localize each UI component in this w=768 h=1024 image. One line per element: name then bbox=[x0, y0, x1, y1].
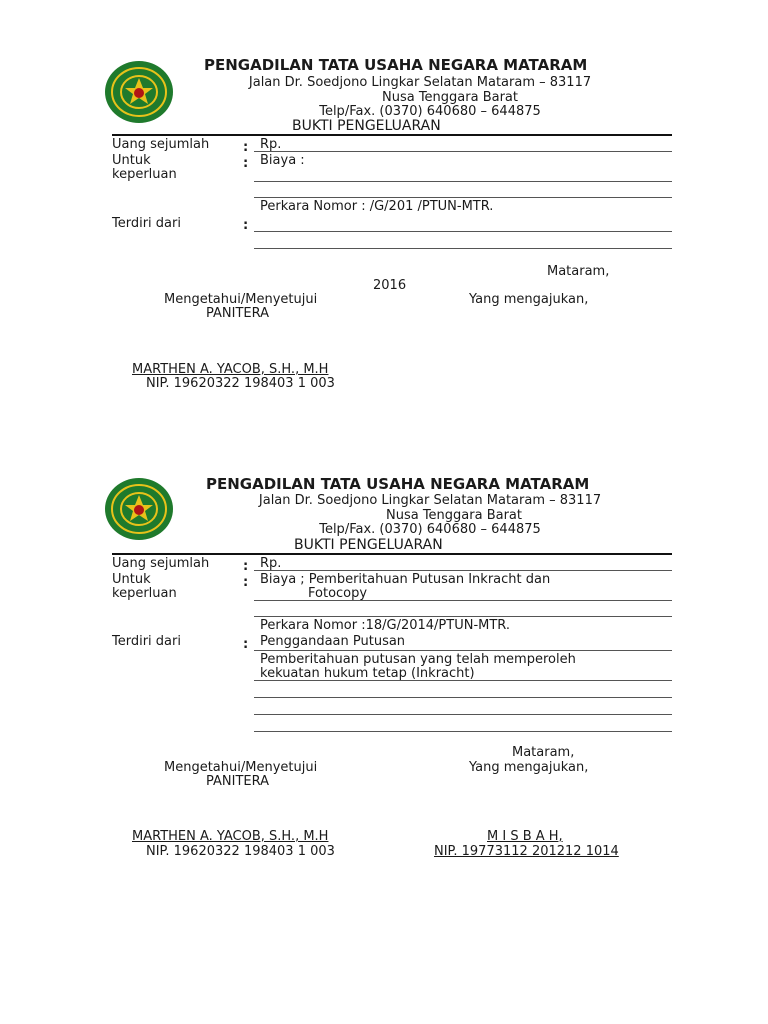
purpose-colon: : bbox=[243, 156, 249, 171]
court-logo bbox=[104, 477, 174, 541]
court-address: Jalan Dr. Soedjono Lingkar Selatan Mataram – 83117 bbox=[258, 493, 602, 508]
expense-line bbox=[254, 731, 672, 732]
court-region: Nusa Tenggara Barat bbox=[385, 508, 522, 523]
amount-value: Rp. bbox=[260, 556, 282, 571]
approver-nip: NIP. 19620322 198403 1 003 bbox=[146, 844, 335, 859]
consists-line-2 bbox=[254, 248, 672, 249]
purpose-label-cont: keperluan bbox=[112, 167, 177, 182]
expense-line bbox=[254, 680, 672, 681]
document-title: BUKTI PENGELUARAN bbox=[294, 537, 443, 553]
purpose-value: Biaya : bbox=[260, 153, 305, 168]
case-number: Perkara Nomor :18/G/2014/PTUN-MTR. bbox=[260, 618, 510, 633]
amount-colon: : bbox=[243, 559, 249, 574]
consists-colon: : bbox=[243, 637, 249, 652]
consists-line bbox=[254, 231, 672, 232]
purpose-value-cont: Fotocopy bbox=[308, 586, 368, 601]
purpose-line bbox=[254, 181, 672, 182]
signature-place: Mataram, bbox=[512, 745, 575, 760]
consists-label: Terdiri dari bbox=[112, 216, 181, 231]
purpose-value: Biaya ; Pemberitahuan Putusan Inkracht dan bbox=[260, 572, 551, 587]
approver-nip: NIP. 19620322 198403 1 003 bbox=[146, 376, 335, 391]
header-divider bbox=[112, 553, 672, 555]
case-number: Perkara Nomor : /G/201 /PTUN-MTR. bbox=[260, 199, 494, 214]
court-address: Jalan Dr. Soedjono Lingkar Selatan Mataram – 83117 bbox=[248, 75, 592, 90]
expense-line bbox=[254, 697, 672, 698]
court-region: Nusa Tenggara Barat bbox=[381, 90, 518, 105]
expense-item: Penggandaan Putusan bbox=[260, 634, 406, 649]
header-divider bbox=[112, 134, 672, 136]
signature-year: 2016 bbox=[373, 278, 407, 293]
expense-item-cont: kekuatan hukum tetap (Inkracht) bbox=[260, 666, 475, 681]
court-logo bbox=[104, 60, 174, 124]
amount-colon: : bbox=[243, 140, 249, 155]
amount-label: Uang sejumlah bbox=[112, 137, 210, 152]
applicant-nip: NIP. 19773112 201212 1014 bbox=[434, 844, 619, 859]
applicant-label: Yang mengajukan, bbox=[469, 760, 589, 775]
amount-line bbox=[254, 151, 672, 152]
signature-place: Mataram, bbox=[547, 264, 610, 279]
purpose-colon: : bbox=[243, 575, 249, 590]
approver-name: MARTHEN A. YACOB, S.H., M.H bbox=[132, 362, 329, 377]
expense-line bbox=[254, 714, 672, 715]
applicant-name: M I S B A H, bbox=[487, 829, 563, 844]
court-name: PENGADILAN TATA USAHA NEGARA MATARAM bbox=[204, 56, 588, 74]
document-title: BUKTI PENGELUARAN bbox=[292, 118, 441, 134]
purpose-label: Untuk bbox=[112, 572, 151, 587]
amount-label: Uang sejumlah bbox=[112, 556, 210, 571]
amount-line bbox=[254, 570, 672, 571]
approval-label: Mengetahui/Menyetujui bbox=[164, 760, 318, 775]
purpose-label-cont: keperluan bbox=[112, 586, 177, 601]
approver-role: PANITERA bbox=[206, 774, 270, 789]
purpose-line-2 bbox=[254, 197, 672, 198]
purpose-label: Untuk bbox=[112, 153, 151, 168]
approval-label: Mengetahui/Menyetujui bbox=[164, 292, 318, 307]
court-phone: Telp/Fax. (0370) 640680 – 644875 bbox=[319, 104, 541, 119]
approver-name: MARTHEN A. YACOB, S.H., M.H bbox=[132, 829, 329, 844]
court-name: PENGADILAN TATA USAHA NEGARA MATARAM bbox=[206, 475, 590, 493]
purpose-line bbox=[254, 600, 672, 601]
consists-label: Terdiri dari bbox=[112, 634, 181, 649]
expense-item-line bbox=[254, 650, 672, 651]
applicant-label: Yang mengajukan, bbox=[469, 292, 589, 307]
consists-colon: : bbox=[243, 218, 249, 233]
expense-item: Pemberitahuan putusan yang telah memperoleh bbox=[260, 652, 576, 667]
approver-role: PANITERA bbox=[206, 306, 270, 321]
amount-value: Rp. bbox=[260, 137, 282, 152]
purpose-line-2 bbox=[254, 616, 672, 617]
court-phone: Telp/Fax. (0370) 640680 – 644875 bbox=[319, 522, 541, 537]
